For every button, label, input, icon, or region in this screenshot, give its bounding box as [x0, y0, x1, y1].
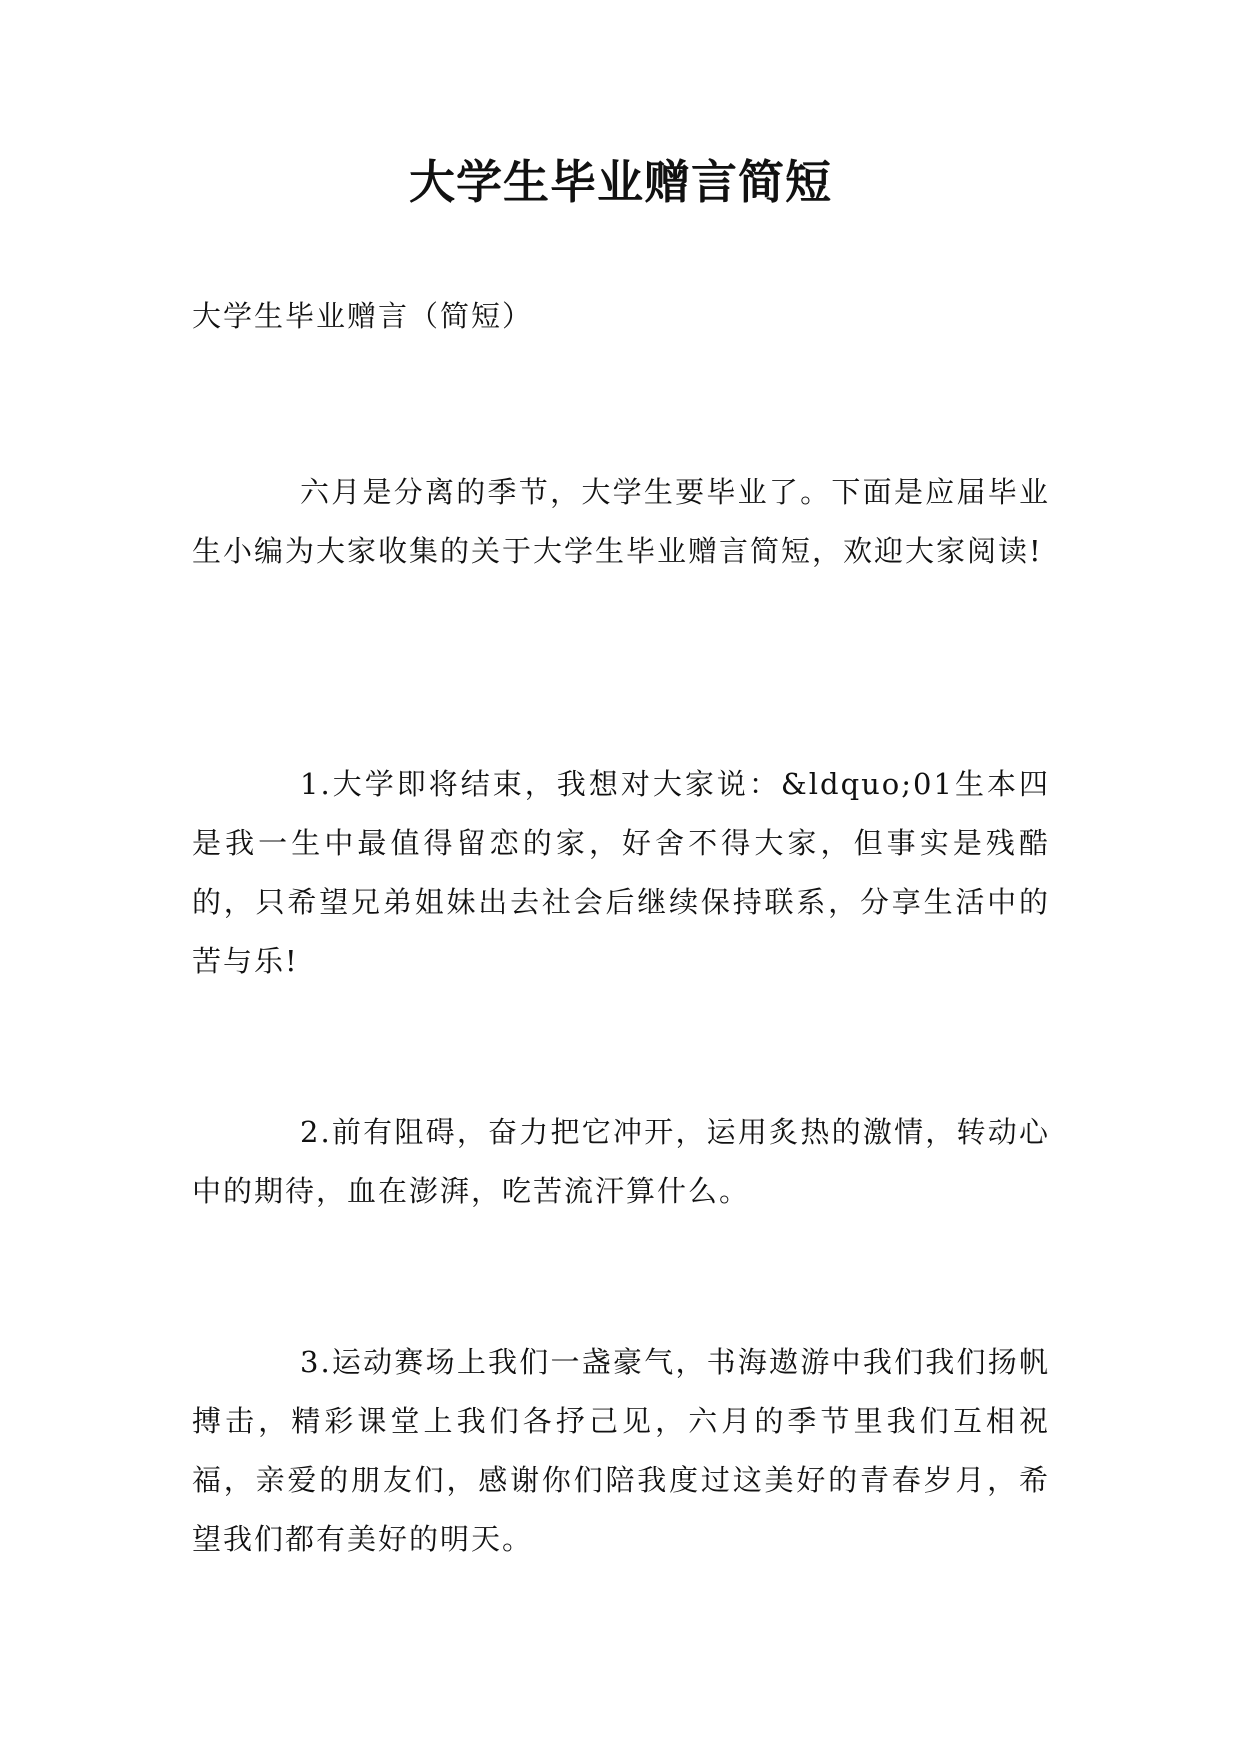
document-subtitle: 大学生毕业赠言（简短）: [192, 299, 534, 333]
intro-paragraph: 六月是分离的季节，大学生要毕业了。下面是应届毕业生小编为大家收集的关于大学生毕业赠言简短，欢迎大家阅读!: [192, 475, 1050, 568]
document-title: 大学生毕业赠言简短: [409, 155, 832, 209]
message-paragraph-2: 2.前有阻碍，奋力把它冲开，运用炙热的激情，转动心中的期待，血在澎湃，吃苦流汗算什么。: [192, 1115, 1050, 1208]
message-paragraph-3: 3.运动赛场上我们一盏豪气，书海遨游中我们我们扬帆搏击，精彩课堂上我们各抒己见，六月的季节里我们互相祝福，亲爱的朋友们，感谢你们陪我度过这美好的青春岁月，希望我们都有美好的明天。: [192, 1345, 1050, 1556]
message-paragraph-1: 1.大学即将结束，我想对大家说：&ldquo;01生本四是我一生中最值得留恋的家，好舍不得大家，但事实是残酷的，只希望兄弟姐妹出去社会后继续保持联系，分享生活中的苦与乐!: [192, 767, 1050, 978]
